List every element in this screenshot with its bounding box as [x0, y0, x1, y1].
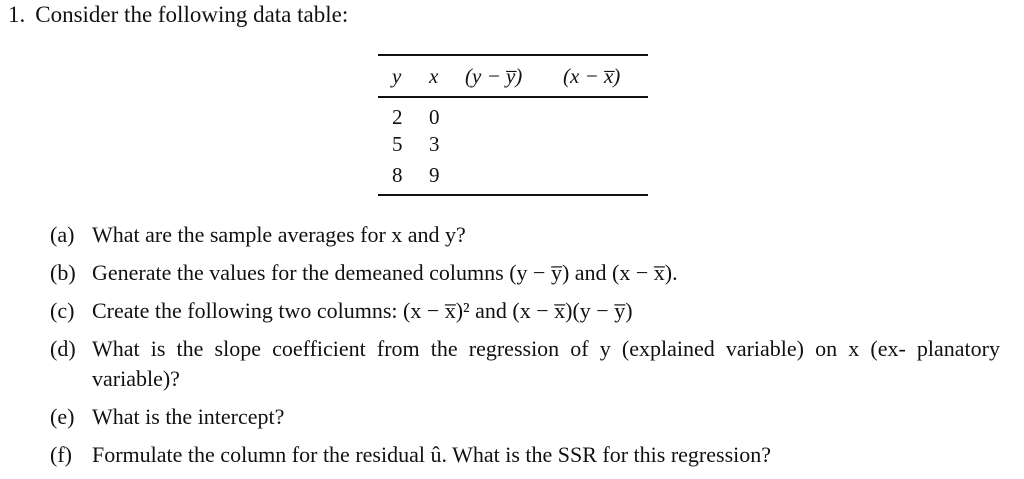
- header-y: y: [378, 55, 429, 97]
- problem-heading: [8, 2, 348, 28]
- table-header-row: [378, 55, 648, 97]
- header-x-demeaned: (x − x̅): [563, 55, 648, 97]
- part-label: (a): [50, 222, 75, 247]
- table-row: [378, 97, 648, 130]
- header-y-demeaned: (y − y̅): [465, 55, 563, 97]
- part-d: [50, 334, 1000, 394]
- cell-y-demeaned: [465, 130, 563, 158]
- part-text: What is the intercept?: [92, 404, 285, 429]
- header-x: x: [429, 55, 465, 97]
- problem-heading-text: Consider the following data table:: [35, 2, 349, 27]
- part-label: (d): [50, 336, 76, 361]
- part-f: [50, 440, 1000, 470]
- part-a: [50, 220, 1000, 250]
- part-c: [50, 296, 1000, 326]
- part-text: What are the sample averages for x and y?: [92, 222, 466, 247]
- cell-x: 3: [429, 131, 440, 156]
- table-row: [378, 158, 648, 195]
- part-text: Formulate the column for the residual û. What is the SSR for this regression?: [92, 442, 772, 467]
- cell-x-demeaned: [563, 158, 648, 195]
- question-parts: [50, 220, 1000, 478]
- part-b: [50, 258, 1000, 288]
- cell-x-demeaned: [563, 130, 648, 158]
- part-e: [50, 402, 1000, 432]
- part-text: Create the following two columns: (x − x̅)² and (x − x̅)(y − y̅): [92, 298, 633, 323]
- cell-y: 5: [392, 131, 403, 156]
- part-label: (f): [50, 442, 72, 467]
- part-text: What is the slope coefficient from the regression of y (explained variable) on x (ex- planatory variable)?: [92, 336, 1000, 391]
- cell-y: 8: [378, 158, 429, 195]
- part-label: (b): [50, 260, 76, 285]
- part-label: (c): [50, 298, 75, 323]
- table-row: [378, 130, 648, 158]
- data-table: [378, 54, 648, 196]
- cell-y: 2: [392, 104, 403, 129]
- cell-x-demeaned: [563, 97, 648, 130]
- problem-number: 1.: [8, 2, 26, 27]
- cell-y-demeaned: [465, 158, 563, 195]
- cell-x: 9: [429, 158, 465, 195]
- part-text: Generate the values for the demeaned columns (y − y̅) and (x − x̅).: [92, 260, 678, 285]
- part-label: (e): [50, 404, 75, 429]
- cell-x: 0: [429, 104, 440, 129]
- cell-y-demeaned: [465, 97, 563, 130]
